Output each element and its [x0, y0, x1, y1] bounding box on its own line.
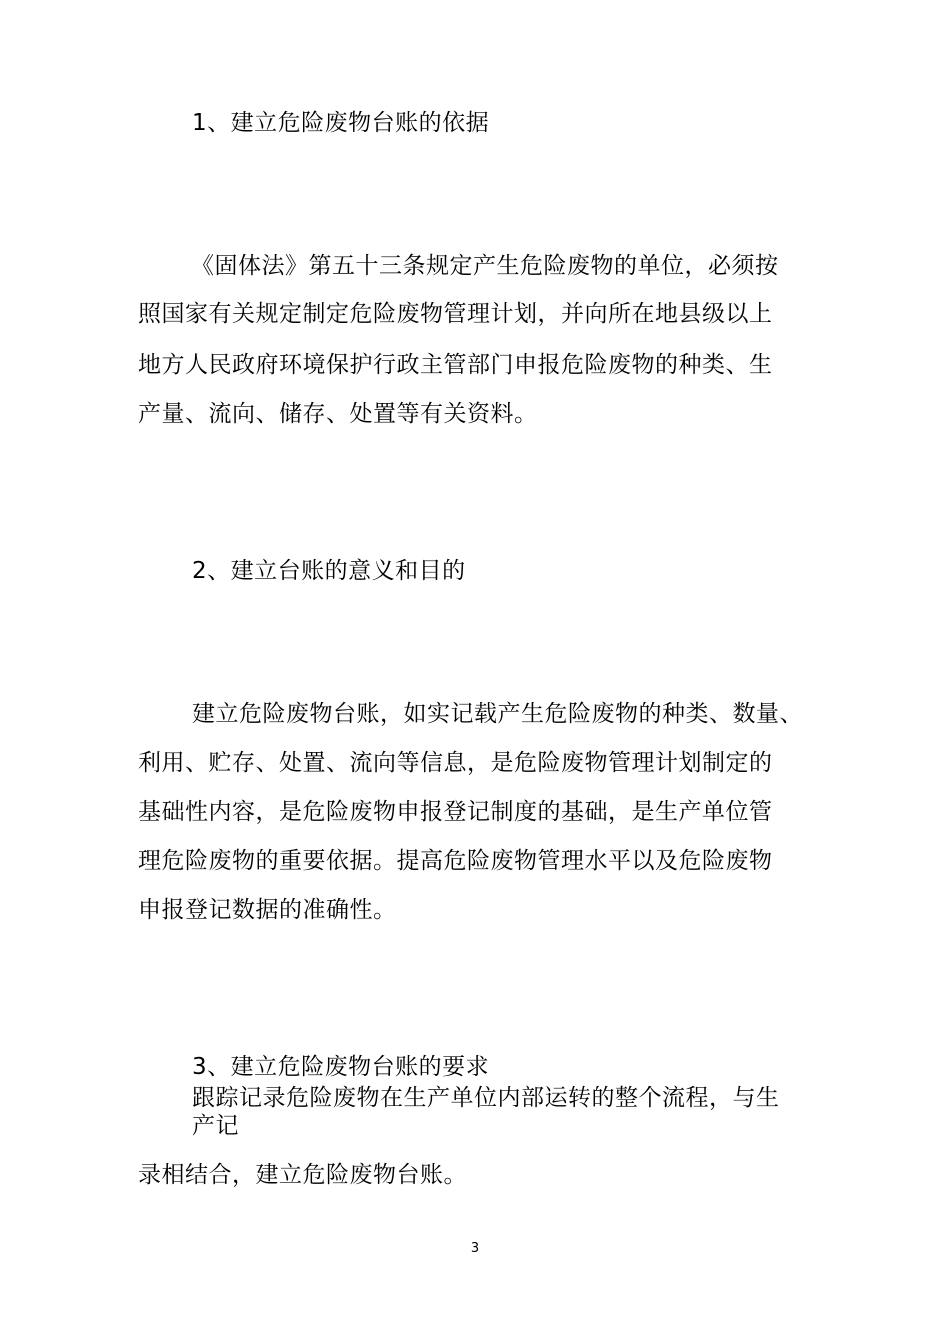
- section-3-paragraph-line-3: 录相结合，建立危险废物台账。: [138, 1162, 467, 1188]
- page-number: 3: [470, 1241, 480, 1256]
- section-2-paragraph-line-3: 基础性内容，是危险废物申报登记制度的基础，是生产单位管: [138, 799, 773, 825]
- section-2-paragraph-line-1: 建立危险废物台账，如实记载产生危险废物的种类、数量、: [192, 701, 803, 727]
- section-1-paragraph-line-2: 照国家有关规定制定危险废物管理计划，并向所在地县级以上: [138, 301, 773, 327]
- section-2-heading: 2、建立台账的意义和目的: [192, 558, 466, 584]
- section-3-paragraph-line-1: 跟踪记录危险废物在生产单位内部运转的整个流程，与生: [192, 1085, 780, 1111]
- section-2-paragraph-line-2: 利用、贮存、处置、流向等信息，是危险废物管理计划制定的: [138, 750, 773, 776]
- section-1-paragraph-line-4: 产量、流向、储存、处置等有关资料。: [138, 401, 538, 427]
- section-1-paragraph-line-1: 《固体法》第五十三条规定产生危险废物的单位，必须按: [191, 253, 779, 279]
- section-1-heading: 1、建立危险废物台账的依据: [192, 110, 490, 136]
- section-3-paragraph-line-2: 产记: [192, 1113, 239, 1139]
- section-2-paragraph-line-4: 理危险废物的重要依据。提高危险废物管理水平以及危险废物: [138, 848, 773, 874]
- section-1-paragraph-line-3: 地方人民政府环境保护行政主管部门申报危险废物的种类、生: [138, 352, 773, 378]
- section-3-heading: 3、建立危险废物台账的要求: [192, 1054, 490, 1080]
- section-2-paragraph-line-5: 申报登记数据的准确性。: [138, 897, 397, 923]
